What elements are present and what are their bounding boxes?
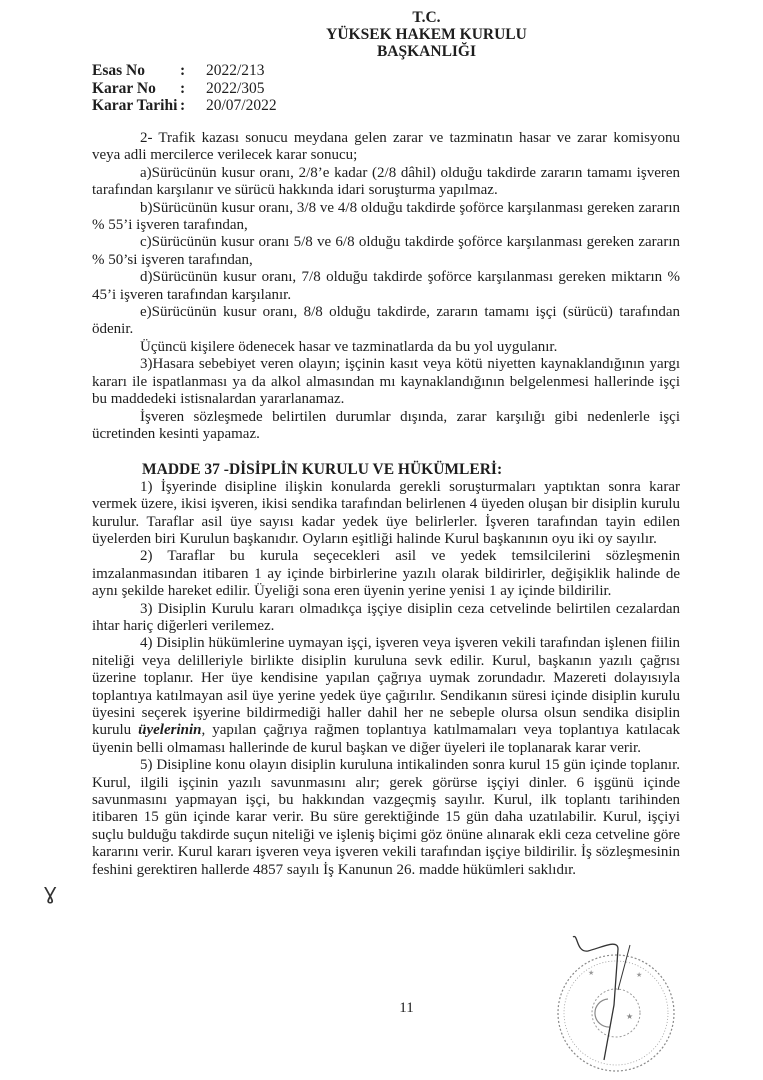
case-metadata bbox=[92, 62, 277, 115]
madde37-paragraph-1: 1) İşyerinde disipline ilişkin konularda gerekli soruşturmaları yaptıktan sonra karar vermek üzere, ikisi işveren, ikisi sendika tarafından belirlenen 4 üyeden oluşan bir disiplin kurulu kurulur. Taraflar asil üye sayısı kadar yedek üye belirlerler. İşveren tarafından tayin edilen üyelerden biri Kurulun başkanıdır. Oyların eşitliği halinde Kurul başkanının oyu iki oy sayılır. bbox=[92, 478, 680, 547]
paragraph-3: 3)Hasara sebebiyet veren olayın; işçinin kasıt veya kötü niyetten kaynaklandığının yargı kararı ile ispatlanması ya da alkol almasından mı kaynaklandığının belgelenmesi hallerinde işçi bu maddedeki istisnalardan yararlanamaz. bbox=[92, 356, 680, 408]
page-number: 11 bbox=[399, 1000, 414, 1016]
section-heading-madde-37: MADDE 37 -DİSİPLİN KURULU VE HÜKÜMLERİ: bbox=[142, 461, 503, 479]
meta-row-karar-tarihi bbox=[92, 97, 277, 115]
madde37-paragraph-2: 2) Taraflar bu kurula seçecekleri asil ve yedek temsilcilerini sözleşmenin imzalanmasından itibaren 1 ay içinde birbirlerine yazılı olarak bildirirler, değişiklik halinde de aynı şekilde hareket edilir. Üyeliği sona eren üyenin yerine yenisi 1 ay içinde bildirilir. bbox=[92, 548, 680, 600]
meta-colon: : bbox=[180, 62, 186, 79]
paragraph-deduction: İşveren sözleşmede belirtilen durumlar dışında, zarar karşılığı gibi nedenlerle işçi ücretinden kesinti yapamaz. bbox=[92, 408, 680, 442]
madde37-paragraph-3: 3) Disiplin Kurulu kararı olmadıkça işçiye disiplin ceza cetvelinde belirtilen cezalardan ihtar hariç diğerleri verilemez. bbox=[92, 600, 680, 634]
meta-value: 2022/305 bbox=[206, 79, 265, 97]
header-presidency: BAŞKANLIĞI bbox=[376, 43, 477, 60]
p4-text-a: 4) Disiplin hükümlerine uymayan işçi, işveren veya işveren vekili tarafından işlenen fiilin niteliği veya delilleriyle birlikte disiplin kuruluna sevk edilir. Kurul, başkanın yazılı çağrısı üzerine toplanır. Her üye kendisine yapılan çağrıya uymak zorundadır. Mazereti dolayısıyla toplantıya katılmayan asil üye yerine yedek üye çağırılır. Sendikanın süresi içinde disiplin kurulu üyesini seçerek işyerine bildirmediği haller dahil her ne sebeple olursa olsun sendika disiplin kurulu bbox=[92, 635, 680, 739]
meta-label: Karar No bbox=[92, 79, 156, 97]
paragraph-2c: c)Sürücünün kusur oranı 5/8 ve 6/8 olduğu takdirde şoförce karşılanması gereken zararın % 50’si işveren tarafından, bbox=[92, 234, 680, 268]
meta-label: Esas No bbox=[92, 62, 145, 79]
meta-label: Karar Tarihi bbox=[92, 97, 178, 114]
paragraph-2d: d)Sürücünün kusur oranı, 7/8 olduğu takdirde şoförce karşılanması gereken miktarın % 45’i işveren tarafından karşılanır. bbox=[92, 269, 680, 303]
paragraph-2e: e)Sürücünün kusur oranı, 8/8 olduğu takdirde, zararın tamamı işçi (sürücü) tarafından ödenir. bbox=[92, 304, 680, 338]
p4-text-b: , yapılan çağrıya rağmen toplantıya katılmamaları veya toplantıya katılacak üyenin belli olmaması hallerinde de kurul başkan ve diğer üyeleri ile toplanarak karar verir. bbox=[92, 722, 680, 756]
svg-text:★: ★ bbox=[636, 971, 643, 979]
madde37-paragraph-4 bbox=[92, 635, 680, 757]
document-header bbox=[0, 9, 763, 60]
meta-row-esas bbox=[92, 62, 277, 80]
svg-text:★: ★ bbox=[588, 969, 595, 977]
document-body bbox=[92, 130, 680, 879]
madde37-paragraph-5: 5) Disipline konu olayın disiplin kuruluna intikalinden sonra kurul 15 gün içinde toplanır. Kurul, ilgili işçinin yazılı savunmasını alır; gerek görürse işçiyi dinler. 6 işgünü içinde savunmasını yapmayan işçi, bu hakkından vazgeçmiş sayılır. Kurul, ilk toplantı tarihinden itibaren 15 gün içinde karar verir. Bu süre gerektiğinde 15 gün daha uzatılabilir. Kurul, işçiyi suçlu bulduğu takdirde suçun niteliği ve işleniş biçimi göz önüne alınarak ekli ceza cetveline göre kararını verir. Kurul kararı işveren veya işveren vekili tarafından işçiye bildirilir. İş sözleşmesinin feshini gerektiren hallerde 4857 sayılı İş Kanunun 26. madde hükümleri saklıdır. bbox=[92, 757, 680, 878]
svg-text:★: ★ bbox=[626, 1012, 634, 1021]
paragraph-2b: b)Sürücünün kusur oranı, 3/8 ve 4/8 olduğu takdirde şoförce karşılanması gereken zararın % 55’i işveren tarafından, bbox=[92, 199, 680, 234]
handwritten-margin-mark: Ɣ bbox=[44, 884, 57, 905]
paragraph-2: 2- Trafik kazası sonucu meydana gelen zarar ve tazminatın hasar ve zarar komisyonu veya adli mercilerce verilecek karar sonucu; bbox=[92, 130, 680, 164]
meta-value: 20/07/2022 bbox=[206, 97, 277, 114]
meta-colon: : bbox=[180, 97, 186, 114]
meta-row-karar-no bbox=[92, 80, 277, 98]
meta-colon: : bbox=[180, 79, 186, 97]
paragraph-third-party: Üçüncü kişilere ödenecek hasar ve tazminatlarda da bu yol uygulanır. bbox=[140, 338, 558, 355]
header-tc: T.C. bbox=[412, 9, 441, 26]
meta-value: 2022/213 bbox=[206, 62, 265, 79]
header-institution: YÜKSEK HAKEM KURULU bbox=[326, 26, 527, 43]
paragraph-2a: a)Sürücünün kusur oranı, 2/8’e kadar (2/8 dâhil) olduğu takdirde zararın tamamı işveren tarafından karşılanır ve sürücü hakkında idari soruşturma yapılmaz. bbox=[92, 164, 680, 199]
p4-emphasis: üyelerinin bbox=[138, 722, 202, 739]
